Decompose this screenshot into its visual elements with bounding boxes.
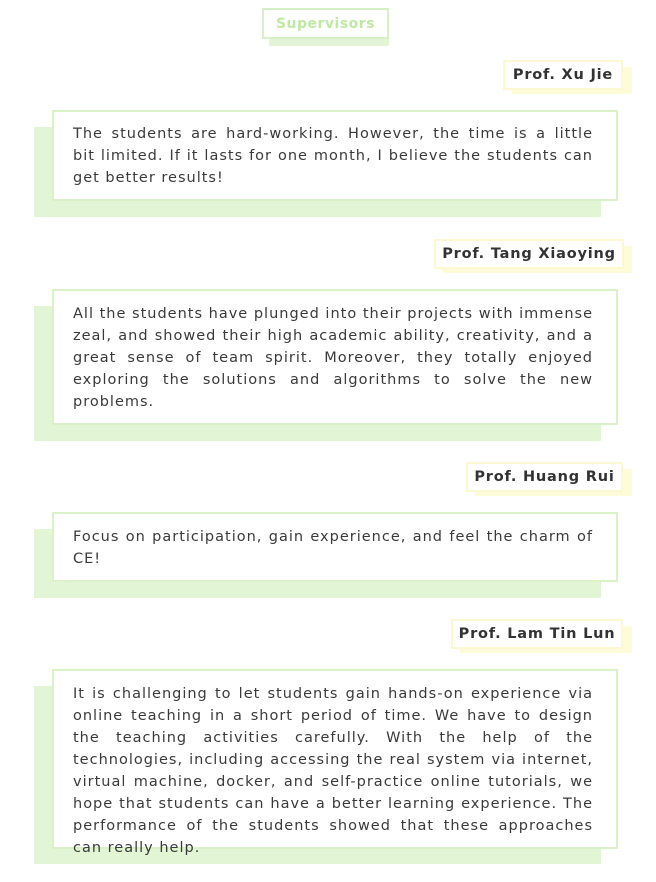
- supervisor-name: Prof. Xu Jie: [503, 60, 623, 90]
- section-title: [262, 8, 389, 39]
- section-title-label: Supervisors: [262, 8, 389, 39]
- supervisor-name: Prof. Tang Xiaoying: [434, 239, 624, 269]
- supervisor-comment: It is challenging to let students gain hands-on experience via online teaching in a short period of time. We have to design the teaching activities carefully. With the help of the technologies, including accessing the real system via internet, virtual machine, docker, and self-practice online tutorials, we hope that students can have a better learning experience. The performance of the students showed that these approaches can really help.: [73, 686, 593, 856]
- supervisor-name: Prof. Huang Rui: [466, 462, 623, 492]
- supervisor-comment: All the students have plunged into their projects with immense zeal, and showed their high academic ability, creativity, and a great sense of team spirit. Moreover, they totally enjoyed exploring the solutions and algorithms to solve the new problems.: [73, 306, 593, 410]
- supervisor-comment: Focus on participation, gain experience, and feel the charm of CE!: [73, 529, 593, 567]
- supervisor-name: Prof. Lam Tin Lun: [451, 619, 623, 649]
- supervisor-comment: The students are hard-working. However, the time is a little bit limited. If it lasts for one month, I believe the students can get better results!: [73, 126, 593, 186]
